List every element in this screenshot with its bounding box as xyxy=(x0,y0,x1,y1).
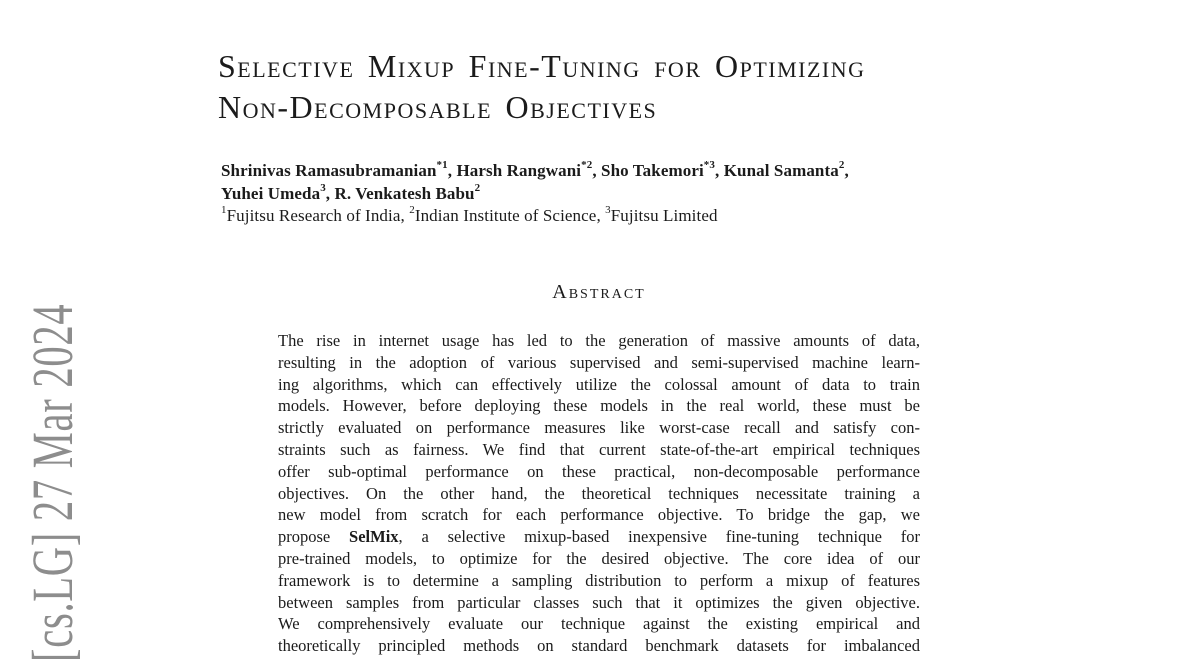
author-name-text: R. Venkatesh Babu xyxy=(334,183,475,203)
abstract-line: between samples from particular classes such that it optimizes the given objective. xyxy=(278,592,920,612)
affiliation xyxy=(409,206,605,225)
abstract-line: objectives. On the other hand, the theoretical techniques necessitate training a xyxy=(278,483,920,503)
affiliation-name: Fujitsu Research of India xyxy=(226,206,401,225)
abstract-line: We comprehensively evaluate our technique against the existing empirical and xyxy=(278,614,920,634)
affiliation-name: Indian Institute of Science xyxy=(414,206,597,225)
affiliations-line xyxy=(221,205,849,228)
abstract-line: new model from scratch for each performance objective. To bridge the gap, we xyxy=(278,505,920,525)
author-name-text: Shrinivas Ramasubramanian xyxy=(221,161,437,180)
arxiv-watermark: [cs.LG] 27 Mar 2024 xyxy=(20,303,85,662)
author-superscript: 3 xyxy=(320,181,326,194)
author-separator: , xyxy=(844,161,849,180)
affiliation-superscript: 1 xyxy=(221,204,227,217)
affiliation xyxy=(221,206,409,225)
author-superscript: *3 xyxy=(703,159,715,172)
author-name xyxy=(601,161,724,180)
affiliation-superscript: 2 xyxy=(409,204,415,217)
author-name-text: Yuhei Umeda xyxy=(221,183,321,203)
author-name xyxy=(221,161,456,180)
author-superscript: *2 xyxy=(581,159,593,172)
affiliation-separator: , xyxy=(400,206,410,225)
abstract-body xyxy=(278,330,920,657)
author-name-text: Harsh Rangwani xyxy=(456,161,582,180)
author-superscript: 2 xyxy=(474,181,481,194)
author-name xyxy=(456,161,601,180)
abstract-line: strictly evaluated on performance measures like worst-case recall and satisfy con- xyxy=(278,418,920,438)
author-name xyxy=(724,161,849,180)
author-superscript: 2 xyxy=(838,159,845,172)
author-separator: , xyxy=(447,161,457,180)
affiliation xyxy=(605,206,717,225)
author-separator: , xyxy=(325,183,335,203)
paper-title-line-1: Selective Mixup Fine-Tuning for Optimizing xyxy=(218,48,866,84)
abstract-heading: Abstract xyxy=(552,281,646,303)
abstract-line: resulting in the adoption of various supervised and semi-supervised machine learn- xyxy=(278,352,920,372)
affiliation-superscript: 3 xyxy=(605,204,611,217)
affiliation-name: Fujitsu Limited xyxy=(610,206,718,225)
author-superscript: *1 xyxy=(436,159,448,172)
abstract-line: propose SelMix, a selective mixup-based inexpensive fine-tuning technique for xyxy=(278,527,920,547)
author-separator: , xyxy=(592,161,602,180)
author-name-text: Kunal Samanta xyxy=(723,161,839,180)
abstract-line: The rise in internet usage has led to the generation of massive amounts of data, xyxy=(278,331,920,350)
affiliation-separator: , xyxy=(596,206,606,225)
abstract-line: straints such as fairness. We find that current state-of-the-art empirical techniques xyxy=(278,439,920,459)
abstract-line: models. However, before deploying these models in the real world, these must be xyxy=(278,396,920,416)
abstract-line: pre-trained models, to optimize for the desired objective. The core idea of our xyxy=(278,548,920,568)
abstract-line: framework is to determine a sampling distribution to perform a mixup of features xyxy=(278,570,920,590)
author-line-2 xyxy=(221,183,849,206)
authors-block xyxy=(221,160,849,228)
abstract-line: offer sub-optimal performance on these practical, non-decomposable performance xyxy=(278,461,920,481)
paper-title xyxy=(218,46,866,128)
author-separator: , xyxy=(715,161,724,180)
author-name xyxy=(334,181,481,203)
author-line-1 xyxy=(221,160,849,183)
abstract-line: theoretically principled methods on standard benchmark datasets for imbalanced xyxy=(278,636,920,656)
author-name xyxy=(221,181,335,203)
abstract-line: ing algorithms, which can effectively utilize the colossal amount of data to train xyxy=(278,374,920,394)
author-name-text: Sho Takemori xyxy=(601,161,704,180)
paper-title-line-2: Non-Decomposable Objectives xyxy=(218,89,658,125)
